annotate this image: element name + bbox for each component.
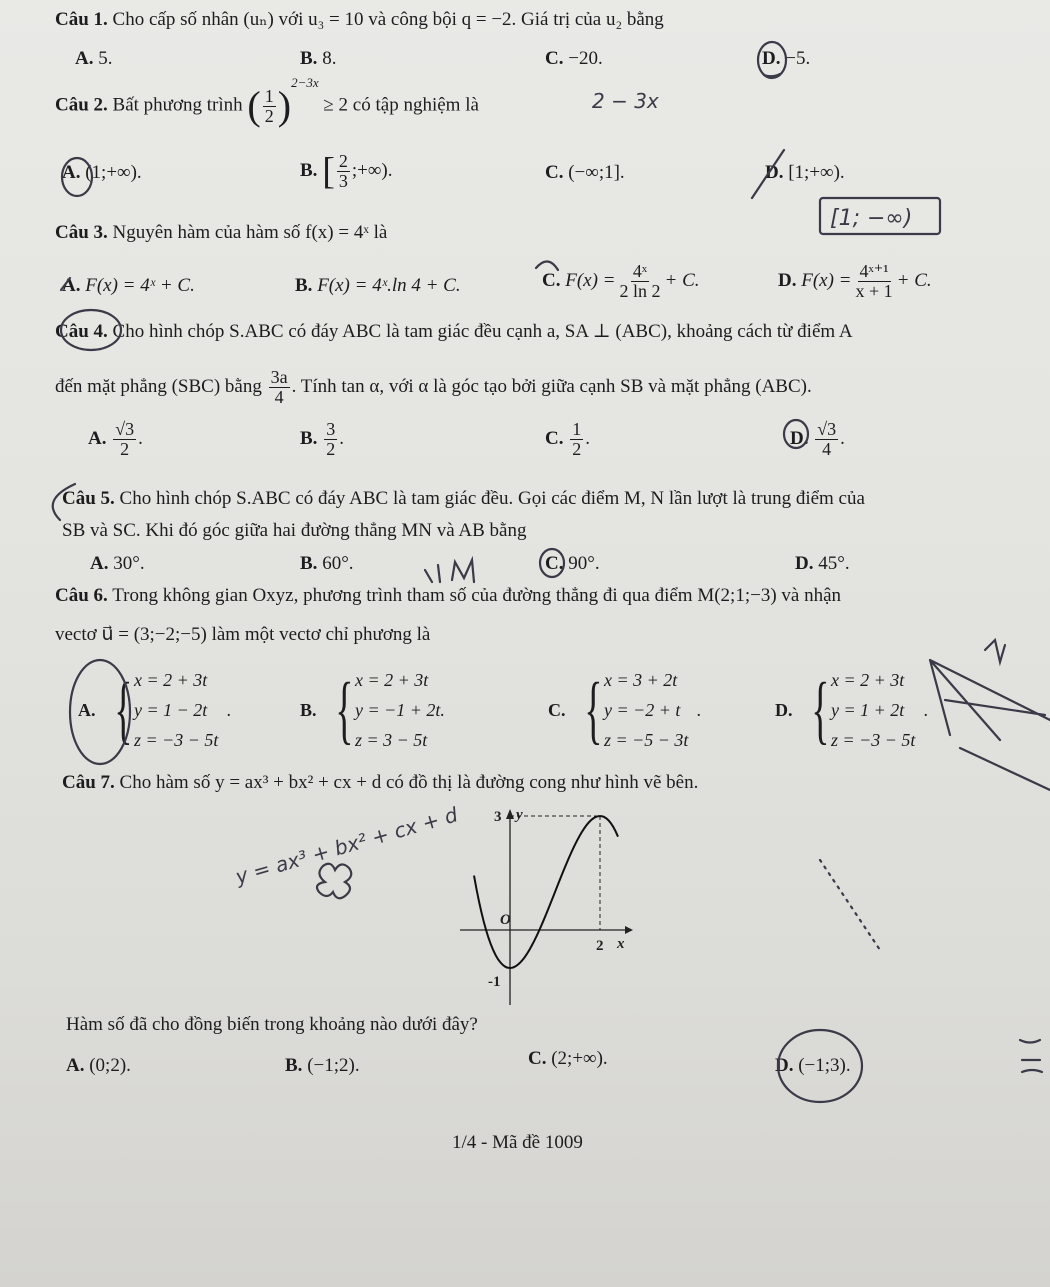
option-fraction: $\frac{√3}{4}$ — [817, 419, 837, 459]
handwritten-mark — [425, 560, 474, 582]
option-label: B. — [300, 48, 318, 69]
q6-line2: vectơ u⃗ = (3;−2;−5) làm một vectơ chỉ phương là — [55, 624, 431, 645]
y-axis-label: y — [516, 807, 523, 823]
option-label: A. — [62, 162, 81, 183]
y-axis-arrow — [506, 809, 514, 819]
option-label: A. — [90, 553, 109, 574]
q7-option-a[interactable] — [66, 1055, 131, 1077]
option-label: B. — [295, 275, 313, 296]
q6-label: Câu 6. — [55, 585, 108, 606]
option-value: 45°. — [818, 553, 850, 574]
q1-option-d[interactable] — [762, 48, 810, 70]
option-value: (0;2). — [89, 1055, 131, 1076]
option-label: D. — [775, 1055, 794, 1076]
option-fraction: $\frac{√3}{2}$ — [115, 419, 135, 459]
q2-option-d[interactable] — [765, 162, 845, 184]
q1-stem — [55, 8, 664, 31]
option-value: 5. — [98, 48, 113, 69]
right-paren: ) — [277, 83, 292, 128]
sketch-lines — [985, 640, 1005, 662]
q5-option-a[interactable] — [90, 553, 145, 575]
q5-option-c[interactable] — [545, 553, 600, 575]
option-label: C. — [542, 269, 561, 291]
option-label: D. — [795, 553, 814, 574]
q4-line2 — [55, 368, 812, 407]
option-label: D. — [765, 162, 784, 183]
q7-option-c[interactable] — [528, 1048, 608, 1070]
option-label: D. — [778, 269, 797, 291]
q6-option-d[interactable] — [775, 665, 928, 755]
x-tick-label: 2 — [596, 938, 604, 954]
option-value: 8. — [322, 48, 337, 69]
x-axis-arrow — [625, 926, 633, 934]
q3-option-c[interactable] — [542, 262, 700, 301]
q4-line1 — [55, 320, 853, 343]
q3-text: Nguyên hàm của hàm số f(x) = 4ˣ là — [112, 222, 388, 243]
q5-line2: SB và SC. Khi đó góc giữa hai đường thẳng MN và AB bằng — [62, 520, 527, 541]
option-label: B. — [300, 553, 318, 574]
q4-option-a[interactable]: A. $\frac{√3}{2}$ . — [88, 419, 143, 459]
option-value: (−∞;1]. — [568, 162, 625, 183]
option-value: −5. — [785, 48, 811, 69]
q2-text-post: ≥ 2 có tập nghiệm là — [323, 94, 479, 116]
q7-text: Cho hàm số y = ax³ + bx² + cx + d có đồ thị là đường cong như hình vẽ bên. — [119, 772, 699, 793]
option-label: C. — [528, 1048, 547, 1069]
q2-option-b[interactable] — [300, 152, 392, 191]
underline-mark — [764, 74, 780, 76]
q3-label: Câu 3. — [55, 222, 108, 243]
q2-option-a[interactable] — [62, 162, 142, 184]
brace: { — [810, 668, 829, 752]
q1-option-a[interactable] — [75, 48, 112, 70]
q7-stem — [62, 772, 698, 794]
option-fraction: $\frac{2}{3}$ — [338, 151, 348, 191]
q4-distance-fraction: $\frac{3a}{4}$ — [270, 367, 288, 407]
option-label: C. — [545, 427, 564, 449]
equation-system: x = 2 + 3t y = 1 − 2t z = −3 − 5t — [133, 670, 219, 750]
q4-option-d[interactable]: D. $\frac{√3}{4}$ . — [790, 419, 845, 459]
q7-option-b[interactable] — [285, 1055, 360, 1077]
q5-label: Câu 5. — [62, 488, 115, 509]
q2-option-c[interactable] — [545, 162, 625, 184]
option-label: C. — [545, 553, 564, 574]
handwritten-box — [820, 198, 940, 234]
option-label: B. — [300, 699, 317, 720]
option-label: D. — [762, 48, 781, 69]
option-value: (−1;3). — [798, 1055, 851, 1076]
dotted-mark — [820, 860, 880, 950]
q1-option-b[interactable] — [300, 48, 336, 70]
q5-option-d[interactable] — [795, 553, 850, 575]
handwritten-note: 2 − 3x — [592, 89, 659, 113]
q2-stem — [55, 75, 479, 128]
option-label: B. — [300, 427, 318, 449]
q2-base-fraction: $\frac{1}{2}$ — [264, 85, 274, 126]
y-tick-label: -1 — [488, 974, 501, 990]
option-value: 60°. — [322, 553, 354, 574]
q4-text-post: . Tính tan α, với α là góc tạo bởi giữa cạnh SB và mặt phẳng (ABC). — [291, 375, 812, 397]
brace: { — [113, 668, 132, 752]
option-label: C. — [545, 162, 564, 183]
brace: { — [334, 668, 353, 752]
q3-stem — [55, 222, 387, 244]
option-label: B. — [285, 1055, 303, 1076]
option-value: + C. — [664, 269, 700, 291]
option-value: F(x) = 4ˣ + C. — [85, 275, 195, 296]
q5-option-b[interactable] — [300, 553, 354, 575]
option-value: F(x) = — [565, 269, 616, 291]
flower-doodle — [317, 864, 351, 899]
cubic-graph — [455, 805, 635, 1015]
brace: { — [583, 668, 602, 752]
option-label: A. — [62, 275, 81, 296]
q1-label: Câu 1. — [55, 9, 108, 30]
option-label: D. — [790, 427, 809, 449]
q6-option-c[interactable] — [548, 665, 701, 755]
q6-text: Trong không gian Oxyz, phương trình tham số của đường thẳng đi qua điểm M(2;1;−3) và nhận — [112, 585, 842, 606]
option-label: C. — [545, 48, 564, 69]
option-label: A. — [78, 699, 96, 720]
y-tick-label: 3 — [494, 809, 502, 825]
q7-label: Câu 7. — [62, 772, 115, 793]
q5-line1 — [62, 488, 865, 510]
q6-line1 — [55, 585, 841, 607]
x-axis-label: x — [617, 936, 625, 952]
equation-system: x = 2 + 3t y = 1 + 2t z = −3 − 5t — [830, 670, 916, 750]
q3-option-b[interactable] — [295, 275, 461, 297]
origin-label: O — [500, 912, 511, 928]
option-label: A. — [88, 427, 107, 449]
option-label: A. — [66, 1055, 85, 1076]
left-paren: ( — [247, 83, 261, 128]
q2-text-pre: Bất phương trình — [112, 94, 243, 116]
handwritten-box-note: [1; −∞) — [830, 206, 913, 231]
q4-label: Câu 4. — [55, 321, 108, 342]
handwritten-mark — [1020, 1040, 1042, 1072]
equation-system: x = 3 + 2t y = −2 + t z = −5 − 3t — [603, 670, 689, 750]
option-value: (−1;2). — [307, 1055, 360, 1076]
q2-exponent: 2−3x — [291, 75, 319, 91]
option-value: + C. — [896, 269, 932, 291]
option-value: (1;+∞). — [85, 162, 142, 183]
option-fraction: $\frac{1}{2}$ — [572, 419, 582, 459]
option-fraction: $\frac{\text{4ˣ⁺¹}}{x + 1}$ — [855, 261, 893, 301]
q4-text-pre: đến mặt phẳng (SBC) bằng — [55, 375, 262, 397]
q3-option-d[interactable] — [778, 262, 932, 301]
option-fraction: $\frac{3}{2}$ — [326, 419, 336, 459]
sketch-lines — [930, 660, 1050, 790]
q1-option-c[interactable] — [545, 48, 603, 70]
option-tail: . — [696, 699, 701, 720]
option-fraction: $\frac{\text{4ˣ}}{2 \ln 2}$ — [619, 261, 661, 301]
q7-option-d[interactable] — [775, 1055, 851, 1077]
option-value: −20. — [568, 48, 603, 69]
q5-text: Cho hình chóp S.ABC có đáy ABC là tam giác đều. Gọi các điểm M, N lần lượt là trung điểm của — [119, 488, 865, 509]
option-tail: . — [226, 699, 231, 720]
option-value: [1;+∞). — [788, 162, 845, 183]
bracket: [ — [322, 150, 335, 193]
q1-text: Cho cấp số nhân (uₙ) với u₃ = 10 và công bội q = −2. Giá trị của u₂ bằng — [112, 9, 664, 30]
equation-system: x = 2 + 3t y = −1 + 2t. z = 3 − 5t — [355, 670, 445, 750]
q4-text: Cho hình chóp S.ABC có đáy ABC là tam giác đều cạnh a, SA ⊥ (ABC), khoảng cách từ điểm A — [112, 321, 853, 342]
q4-option-c[interactable]: C. $\frac{1}{2}$ . — [545, 419, 590, 459]
option-value: 90°. — [568, 553, 600, 574]
option-label: B. — [300, 159, 318, 181]
page-footer: 1/4 - Mã đề 1009 — [452, 1132, 583, 1153]
q6-option-a[interactable] — [78, 665, 231, 755]
option-tail: . — [923, 699, 928, 720]
q6-option-b[interactable] — [300, 665, 445, 755]
option-label: A. — [75, 48, 94, 69]
q3-option-a[interactable] — [62, 275, 195, 297]
option-value: ;+∞). — [351, 159, 393, 181]
q2-label: Câu 2. — [55, 94, 108, 116]
option-label: C. — [548, 699, 566, 720]
option-label: D. — [775, 699, 793, 720]
option-value: 30°. — [113, 553, 145, 574]
q7-question: Hàm số đã cho đồng biến trong khoảng nào dưới đây? — [66, 1014, 478, 1035]
handwritten-equation: y = ax³ + bx² + cx + d — [232, 802, 461, 889]
option-value: F(x) = — [801, 269, 852, 291]
option-value: F(x) = 4ˣ.ln 4 + C. — [317, 275, 461, 296]
q4-option-b[interactable]: B. $\frac{3}{2}$ . — [300, 419, 344, 459]
option-value: (2;+∞). — [551, 1048, 608, 1069]
